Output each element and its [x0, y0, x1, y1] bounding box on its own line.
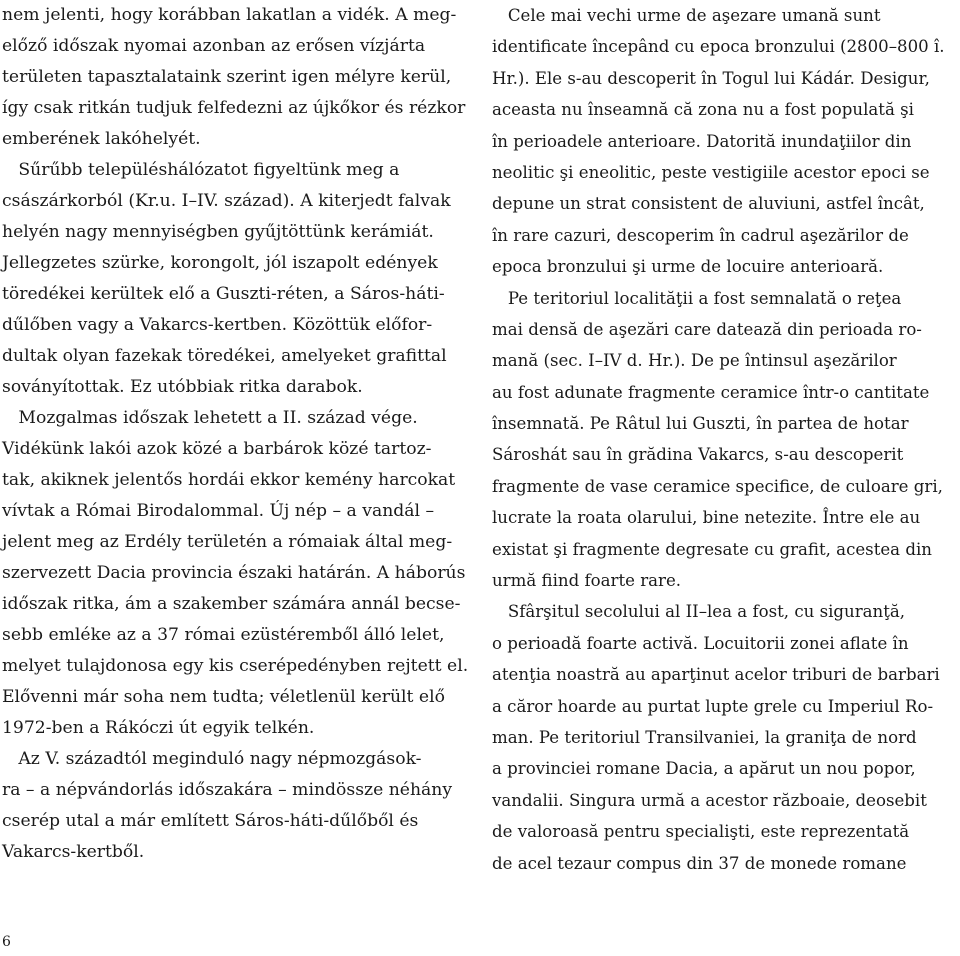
text-line: mană (sec. I–IV d. Hr.). De pe întinsul aşezărilor — [492, 351, 897, 371]
text-line: töredékei kerültek elő a Guszti-réten, a Sáros-háti- — [2, 284, 445, 304]
hungarian-text-column — [2, 0, 472, 868]
text-line: man. Pe teritoriul Transilvaniei, la graniţa de nord — [492, 727, 917, 747]
text-line: lucrate la roata olarului, bine netezite. Între ele au — [492, 508, 921, 528]
text-line: în rare cazuri, descoperim în cadrul aşezărilor de — [492, 225, 909, 245]
text-line: dűlőben vagy a Vakarcs-kertben. Közöttük előfor- — [2, 315, 433, 335]
text-line: Sűrűbb településhálózatot figyeltünk meg a — [2, 160, 400, 180]
text-line: területen tapasztalataink szerint igen mélyre kerül, — [2, 67, 452, 87]
text-line: de valoroasă pentru specialişti, este reprezentată — [492, 822, 910, 842]
text-line: urmă fiind foarte rare. — [492, 571, 682, 591]
page-number: 6 — [2, 934, 11, 950]
text-line: Hr.). Ele s-au descoperit în Togul lui Kádár. Desigur, — [492, 68, 930, 88]
text-line: tak, akiknek jelentős hordái ekkor kemény harcokat — [2, 470, 456, 490]
text-line: neolitic şi eneolitic, peste vestigiile acestor epoci se — [492, 162, 930, 182]
text-line: császárkorból (Kr.u. I–IV. század). A kiterjedt falvak — [2, 191, 451, 211]
text-line: Mozgalmas időszak lehetett a II. század vége. — [2, 408, 418, 428]
text-line: atenţia noastră au aparţinut acelor triburi de barbari — [492, 665, 940, 685]
romanian-text-column — [492, 0, 958, 879]
text-line: Pe teritoriul localităţii a fost semnalată o reţea — [492, 288, 902, 308]
text-line: Jellegzetes szürke, korongolt, jól iszapolt edények — [2, 253, 438, 273]
text-line: aceasta nu înseamnă că zona nu a fost populată şi — [492, 100, 914, 120]
text-line: Cele mai vechi urme de aşezare umană sunt — [492, 6, 881, 25]
text-line: fragmente de vase ceramice specifice, de culoare gri, — [492, 476, 943, 496]
text-line: helyén nagy mennyiségben gyűjtöttünk kerámiát. — [2, 222, 434, 242]
text-line: dultak olyan fazekak töredékei, amelyeket grafittal — [2, 346, 447, 366]
text-line: időszak ritka, ám a szakember számára annál becse- — [2, 594, 461, 614]
text-line: jelent meg az Erdély területén a rómaiak által meg- — [2, 532, 453, 552]
text-line: vandalii. Singura urmă a acestor războaie, deosebit — [492, 790, 927, 810]
text-line: Vakarcs-kertből. — [2, 842, 145, 862]
text-line: Az V. századtól meginduló nagy népmozgások- — [2, 749, 422, 769]
text-line: o perioadă foarte activă. Locuitorii zonei aflate în — [492, 633, 909, 653]
text-line: szervezett Dacia provincia északi határán. A háborús — [2, 563, 466, 583]
text-line: depune un strat consistent de aluviuni, astfel încât, — [492, 194, 925, 214]
text-line: sebb emléke az a 37 római ezüstéremből álló lelet, — [2, 625, 445, 645]
text-line: însemnată. Pe Râtul lui Guszti, în partea de hotar — [492, 414, 909, 434]
text-line: în perioadele anterioare. Datorită inundaţiilor din — [492, 131, 912, 151]
text-line: a căror hoarde au purtat lupte grele cu Imperiul Ro- — [492, 696, 934, 716]
text-line: Sároshát sau în grădina Vakarcs, s-au descoperit — [492, 445, 904, 465]
text-line: 1972-ben a Rákóczi út egyik telkén. — [2, 718, 315, 738]
text-line: existat şi fragmente degresate cu grafit, acestea din — [492, 539, 932, 559]
text-line: cserép utal a már említett Sáros-háti-dűlőből és — [2, 811, 419, 831]
text-line: identificate începând cu epoca bronzului (2800–800 î. — [492, 37, 945, 57]
text-line: így csak ritkán tudjuk felfedezni az újkőkor és rézkor — [2, 98, 466, 118]
text-line: Elővenni már soha nem tudta; véletlenül került elő — [2, 687, 445, 707]
text-line: előző időszak nyomai azonban az erősen vízjárta — [2, 36, 426, 56]
text-line: au fost adunate fragmente ceramice într-o cantitate — [492, 382, 930, 402]
text-line: Sfârşitul secolului al II–lea a fost, cu siguranţă, — [492, 602, 906, 622]
text-line: epoca bronzului şi urme de locuire anterioară. — [492, 257, 884, 277]
text-line: Vidékünk lakói azok közé a barbárok közé tartoz- — [2, 439, 432, 459]
text-line: melyet tulajdonosa egy kis cserépedényben rejtett el. — [2, 656, 469, 676]
text-line: mai densă de aşezări care datează din perioada ro- — [492, 319, 922, 339]
text-line: ra – a népvándorlás időszakára – mindössze néhány — [2, 780, 453, 800]
text-line: nem jelenti, hogy korábban lakatlan a vidék. A meg- — [2, 5, 457, 25]
text-line: de acel tezaur compus din 37 de monede romane — [492, 853, 907, 873]
text-line: emberének lakóhelyét. — [2, 129, 201, 149]
text-line: a provinciei romane Dacia, a apărut un nou popor, — [492, 759, 916, 779]
text-line: soványítottak. Ez utóbbiak ritka darabok. — [2, 377, 363, 397]
text-line: vívtak a Római Birodalommal. Új nép – a vandál – — [2, 501, 435, 521]
